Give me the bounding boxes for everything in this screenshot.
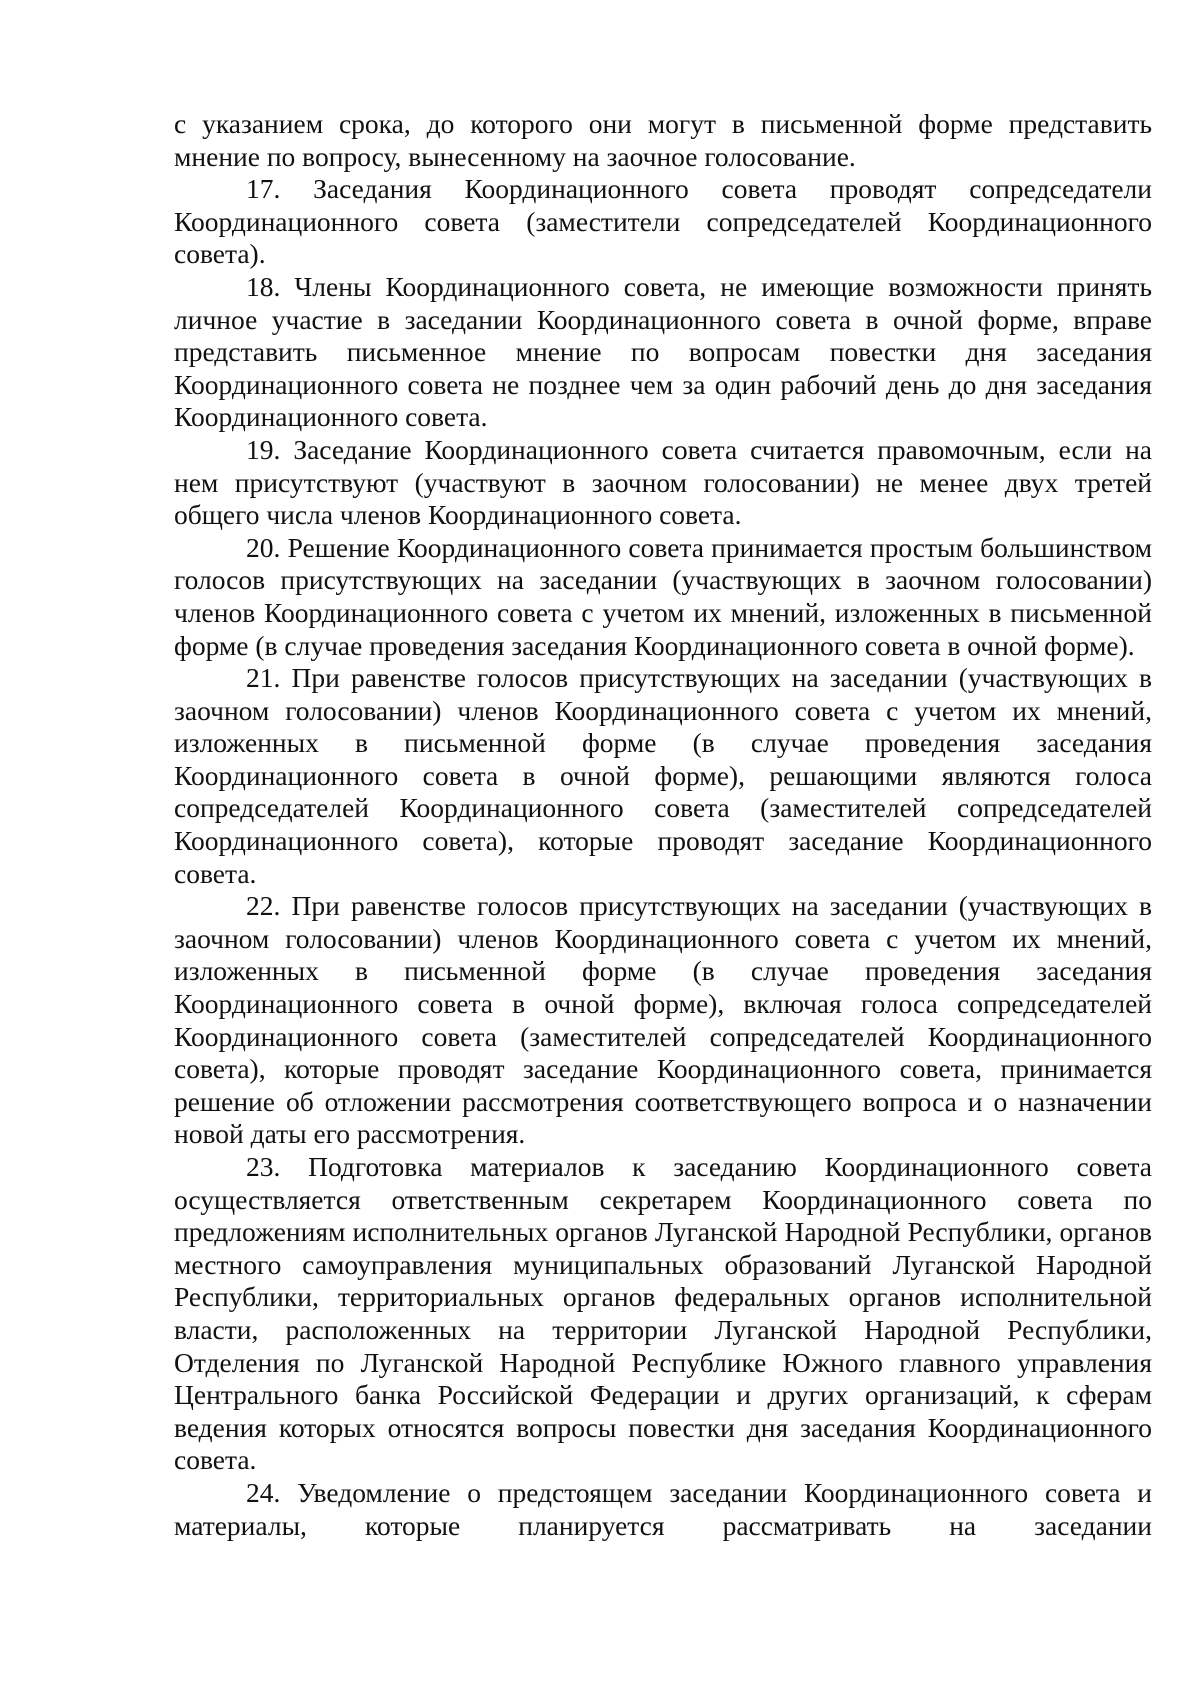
paragraph-23: 23. Подготовка материалов к заседанию Координационного совета осуществляется ответственным секретарем Координационного совета по предложениям исполнительных органов Луганской Народной Республики, органов местного самоуправления муниципальных образований Луганской Народной Республики, территориальных органов федеральных органов исполнительной власти, расположенных на территории Луганской Народной Республики, Отделения по Луганской Народной Республике Южного главного управления Центрального банка Российской Федерации и других организаций, к сферам ведения которых относятся вопросы повестки дня заседания Координационного совета. (174, 1151, 1152, 1476)
paragraph-19: 19. Заседание Координационного совета считается правомочным, если на нем присутствуют (участвуют в заочном голосовании) не менее двух третей общего числа членов Координационного совета. (174, 433, 1152, 531)
paragraph-22: 22. При равенстве голосов присутствующих на заседании (участвующих в заочном голосовании) членов Координационного совета с учетом их мнений, изложенных в письменной форме (в случае проведения заседания Координационного совета в очной форме), включая голоса сопредседателей Координационного совета (заместителей сопредседателей Координационного совета), которые проводят заседание Координационного совета, принимается решение об отложении рассмотрения соответствующего вопроса и о назначении новой даты его рассмотрения. (174, 890, 1152, 1150)
paragraph-16-continuation: с указанием срока, до которого они могут в письменной форме представить мнение по вопросу, вынесенному на заочное голосование. (174, 108, 1152, 172)
paragraph-21: 21. При равенстве голосов присутствующих на заседании (участвующих в заочном голосовании) членов Координационного совета с учетом их мнений, изложенных в письменной форме (в случае проведения заседания Координационного совета в очной форме), решающими являются голоса сопредседателей Координационного совета (заместителей сопредседателей Координационного совета), которые проводят заседание Координационного совета. (174, 662, 1152, 889)
paragraph-20: 20. Решение Координационного совета принимается простым большинством голосов присутствующих на заседании (участвующих в заочном голосовании) членов Координационного совета с учетом их мнений, изложенных в письменной форме (в случае проведения заседания Координационного совета в очной форме). (174, 531, 1152, 661)
paragraph-17: 17. Заседания Координационного совета проводят сопредседатели Координационного совета (заместители сопредседателей Координационного совета). (174, 173, 1152, 270)
document-page (174, 108, 1152, 1542)
paragraph-18: 18. Члены Координационного совета, не имеющие возможности принять личное участие в заседании Координационного совета в очной форме, вправе представить письменное мнение по вопросам повестки дня заседания Координационного совета не позднее чем за один рабочий день до дня заседания Координационного совета. (174, 270, 1152, 433)
paragraph-24: 24. Уведомление о предстоящем заседании Координационного совета и материалы, которые планируется рассматривать на заседании (174, 1476, 1152, 1541)
